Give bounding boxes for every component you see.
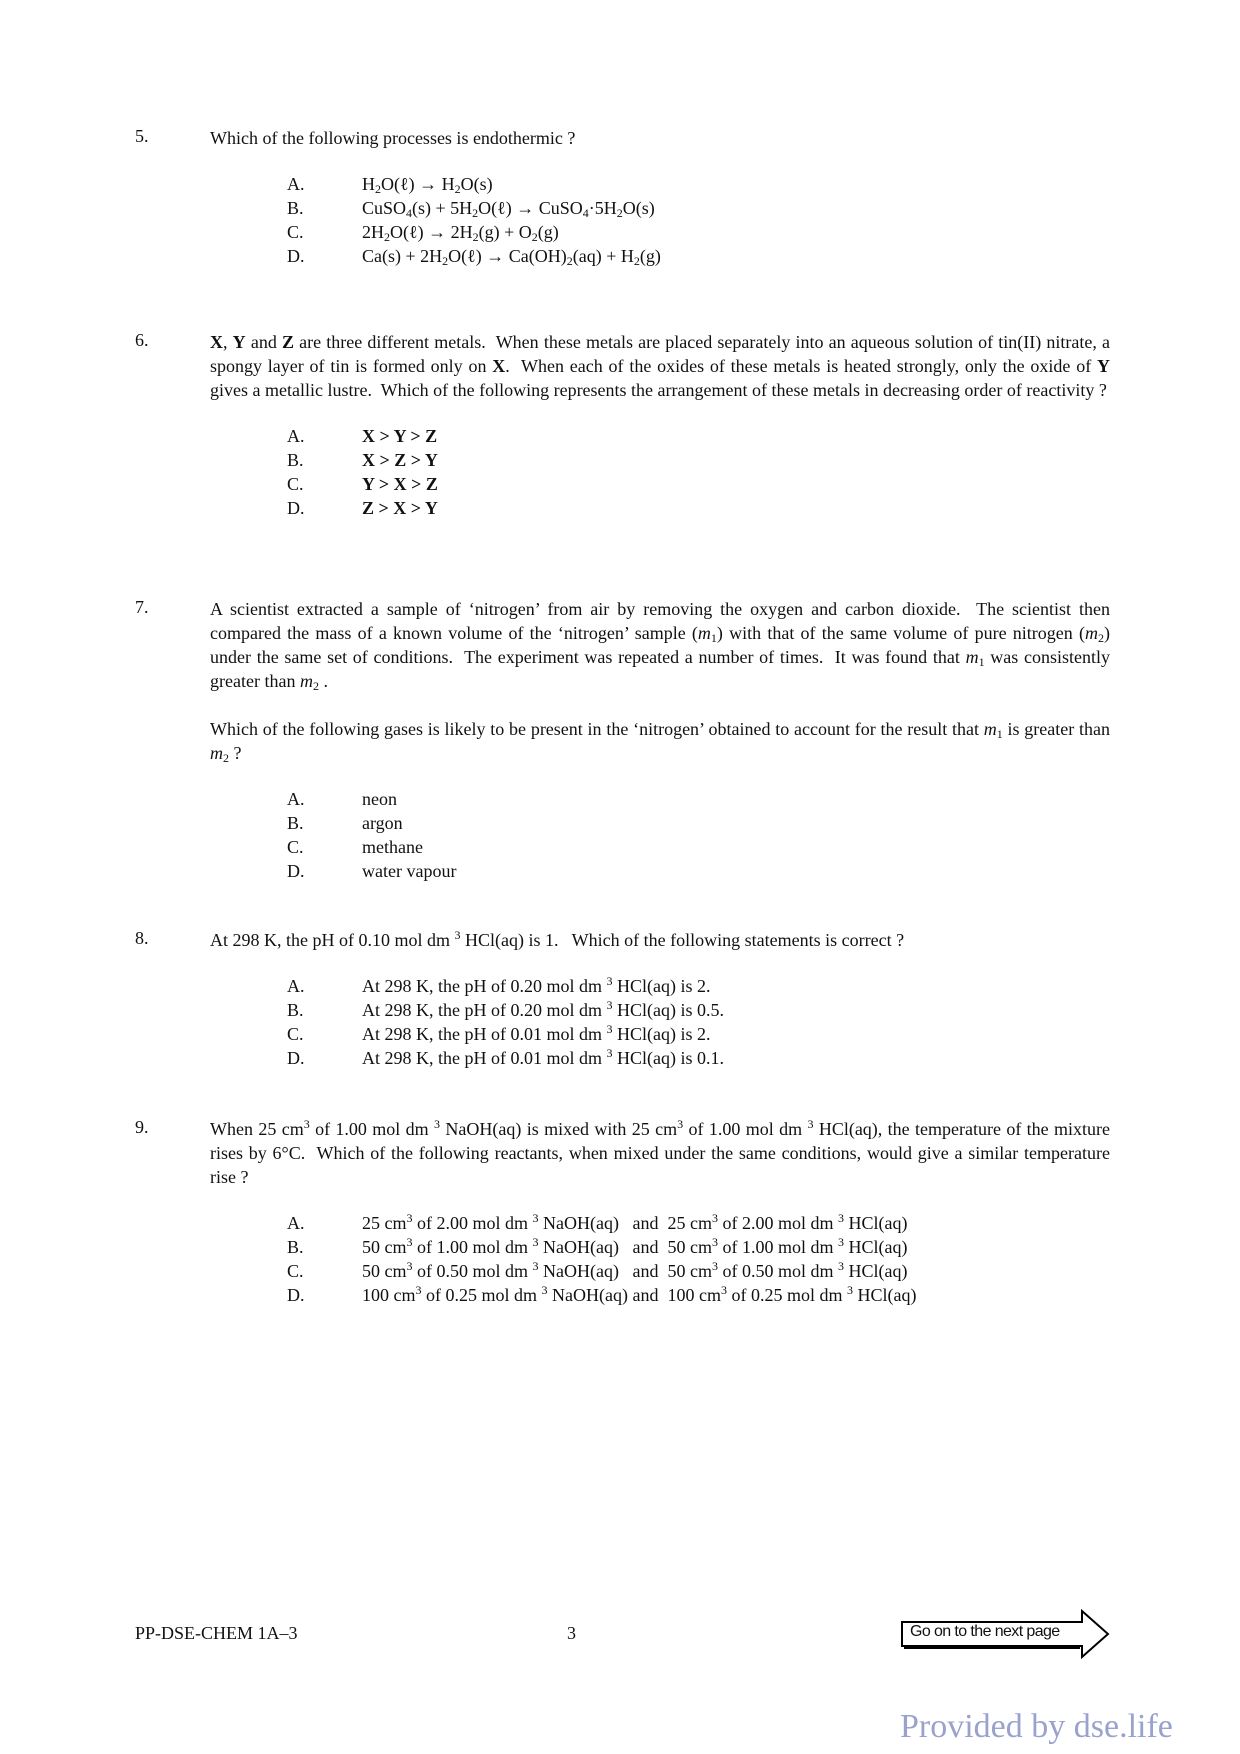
option-label: D. bbox=[287, 861, 305, 881]
options-list bbox=[287, 787, 1110, 883]
watermark: Provided by dse.life bbox=[900, 1708, 1173, 1745]
question-number: 9. bbox=[135, 1117, 149, 1137]
option-label: A. bbox=[287, 789, 305, 809]
option-label: A. bbox=[287, 1213, 305, 1233]
option-text: $2H_2O(\ell) \to 2H_2(g) + O_2(g)$ bbox=[362, 222, 559, 244]
option-label: A. bbox=[287, 426, 305, 446]
option-text: argon bbox=[362, 813, 403, 833]
option-text: At 298 K, the pH of 0.20 mol dm $^3$ HCl(aq) is 2. bbox=[362, 974, 711, 996]
option-label: B. bbox=[287, 813, 304, 833]
next-page-label: Go on to the next page bbox=[910, 1623, 1060, 1640]
option-label: D. bbox=[287, 246, 305, 266]
options-list bbox=[287, 172, 1110, 268]
option-label: B. bbox=[287, 1237, 304, 1257]
option-b bbox=[287, 998, 1110, 1022]
option-text: methane bbox=[362, 837, 423, 857]
option-c bbox=[287, 1259, 1110, 1283]
option-b bbox=[287, 811, 1110, 835]
option-b bbox=[287, 196, 1110, 220]
option-b bbox=[287, 448, 1110, 472]
page-number: 3 bbox=[567, 1623, 576, 1643]
option-text: Z > X > Y bbox=[362, 498, 438, 518]
option-label: C. bbox=[287, 837, 304, 857]
option-c bbox=[287, 1022, 1110, 1046]
question-number: 6. bbox=[135, 330, 149, 350]
option-text: X > Y > Z bbox=[362, 426, 438, 446]
question-stem bbox=[210, 597, 1110, 765]
option-text: neon bbox=[362, 789, 397, 809]
option-text: 50 $cm^3$ of 1.00 mol dm $^3$ NaOH(aq) and 50 $cm^3$ of 1.00 mol dm $^3$ HCl(aq) bbox=[362, 1235, 908, 1257]
option-a bbox=[287, 974, 1110, 998]
option-c bbox=[287, 220, 1110, 244]
question-stem bbox=[210, 928, 1110, 952]
option-text: water vapour bbox=[362, 861, 457, 881]
option-label: C. bbox=[287, 1024, 304, 1044]
stem-paragraph: X, Y and Z are three different metals. When these metals are placed separately into an aqueous solution of tin(II) nitrate, a spongy layer of tin is formed only on X. When each of the oxides of these metals is heated strongly, only the oxide of Y gives a metallic lustre. Which of the following represents the arrangement of these metals in decreasing order of reactivity ? bbox=[210, 332, 1111, 400]
option-text: CuSO$_4$(s) + $5H_2O(\ell)$ → $CuSO_4\cdot 5H_2O(s)$ bbox=[362, 198, 655, 220]
stem-paragraph: Which of the following gases is likely to be present in the ‘nitrogen’ obtained to account for the result that $m_1$ is greater than $m_2$ ? bbox=[210, 719, 1110, 765]
option-text: 25 $cm^3$ of 2.00 mol dm $^3$ NaOH(aq) and 25 $cm^3$ of 2.00 mol dm $^3$ HCl(aq) bbox=[362, 1211, 908, 1233]
option-label: B. bbox=[287, 450, 304, 470]
option-text: At 298 K, the pH of 0.01 mol dm $^3$ HCl(aq) is 0.1. bbox=[362, 1046, 724, 1068]
option-text: At 298 K, the pH of 0.20 mol dm $^3$ HCl(aq) is 0.5. bbox=[362, 998, 724, 1020]
stem-paragraph: Which of the following processes is endothermic ? bbox=[210, 128, 576, 148]
option-d bbox=[287, 244, 1110, 268]
option-a bbox=[287, 1211, 1110, 1235]
option-text: 100 $cm^3$ of 0.25 mol dm $^3$ NaOH(aq) and 100 $cm^3$ of 0.25 mol dm $^3$ HCl(aq) bbox=[362, 1283, 917, 1305]
option-label: B. bbox=[287, 1000, 304, 1020]
option-a bbox=[287, 424, 1110, 448]
option-c bbox=[287, 472, 1110, 496]
option-text: X > Z > Y bbox=[362, 450, 438, 470]
option-c bbox=[287, 835, 1110, 859]
option-label: A. bbox=[287, 976, 305, 996]
next-page-arrow[interactable] bbox=[900, 1609, 1110, 1659]
options-list bbox=[287, 424, 1110, 520]
question-stem bbox=[210, 1117, 1110, 1189]
option-d bbox=[287, 496, 1110, 520]
option-label: A. bbox=[287, 174, 305, 194]
option-text: 50 $cm^3$ of 0.50 mol dm $^3$ NaOH(aq) and 50 $cm^3$ of 0.50 mol dm $^3$ HCl(aq) bbox=[362, 1259, 908, 1281]
option-text: $H_2O(\ell) \to H_2O(s)$ bbox=[362, 174, 493, 196]
options-list bbox=[287, 974, 1110, 1070]
question-number: 5. bbox=[135, 126, 149, 146]
question-7 bbox=[135, 597, 1110, 883]
stem-paragraph: At 298 K, the pH of 0.10 mol dm $^3$ HCl(aq) is 1. Which of the following statements is correct ? bbox=[210, 928, 905, 950]
question-number: 7. bbox=[135, 597, 149, 617]
option-label: C. bbox=[287, 1261, 304, 1281]
option-b bbox=[287, 1235, 1110, 1259]
option-label: D. bbox=[287, 498, 305, 518]
option-d bbox=[287, 1046, 1110, 1070]
option-label: C. bbox=[287, 222, 304, 242]
option-text: Y > X > Z bbox=[362, 474, 438, 494]
question-6 bbox=[135, 330, 1110, 520]
option-a bbox=[287, 787, 1110, 811]
question-number: 8. bbox=[135, 928, 149, 948]
question-8 bbox=[135, 928, 1110, 1070]
options-list bbox=[287, 1211, 1110, 1307]
paper-code: PP-DSE-CHEM 1A–3 bbox=[135, 1623, 298, 1643]
option-text: At 298 K, the pH of 0.01 mol dm $^3$ HCl(aq) is 2. bbox=[362, 1022, 711, 1044]
option-d bbox=[287, 859, 1110, 883]
option-d bbox=[287, 1283, 1110, 1307]
stem-paragraph: When 25 $cm^3$ of 1.00 mol dm $^3$ NaOH(aq) is mixed with 25 $cm^3$ of 1.00 mol dm $^3$ HCl(aq), the temperature of the mixture rises by 6°C. Which of the following reactants, when mixed under the same conditions, would give a similar temperature rise ? bbox=[210, 1117, 1111, 1187]
question-5 bbox=[135, 126, 1110, 268]
option-label: B. bbox=[287, 198, 304, 218]
question-stem bbox=[210, 330, 1110, 402]
question-9 bbox=[135, 1117, 1110, 1307]
option-a bbox=[287, 172, 1110, 196]
option-label: D. bbox=[287, 1285, 305, 1305]
option-label: D. bbox=[287, 1048, 305, 1068]
stem-paragraph: A scientist extracted a sample of ‘nitrogen’ from air by removing the oxygen and carbon dioxide. The scientist then compared the mass of a known volume of the ‘nitrogen’ sample $(m_1)$ with that of the same volume of pure nitrogen $(m_2)$ under the same set of conditions. The experiment was repeated a number of times. It was found that $m_1$ was consistently greater than $m_2$ . bbox=[210, 599, 1110, 693]
option-label: C. bbox=[287, 474, 304, 494]
question-stem bbox=[210, 126, 1110, 150]
option-text: $Ca(s) + 2H_2O(\ell) \to Ca(OH)_2(aq) + H_2(g)$ bbox=[362, 246, 661, 268]
